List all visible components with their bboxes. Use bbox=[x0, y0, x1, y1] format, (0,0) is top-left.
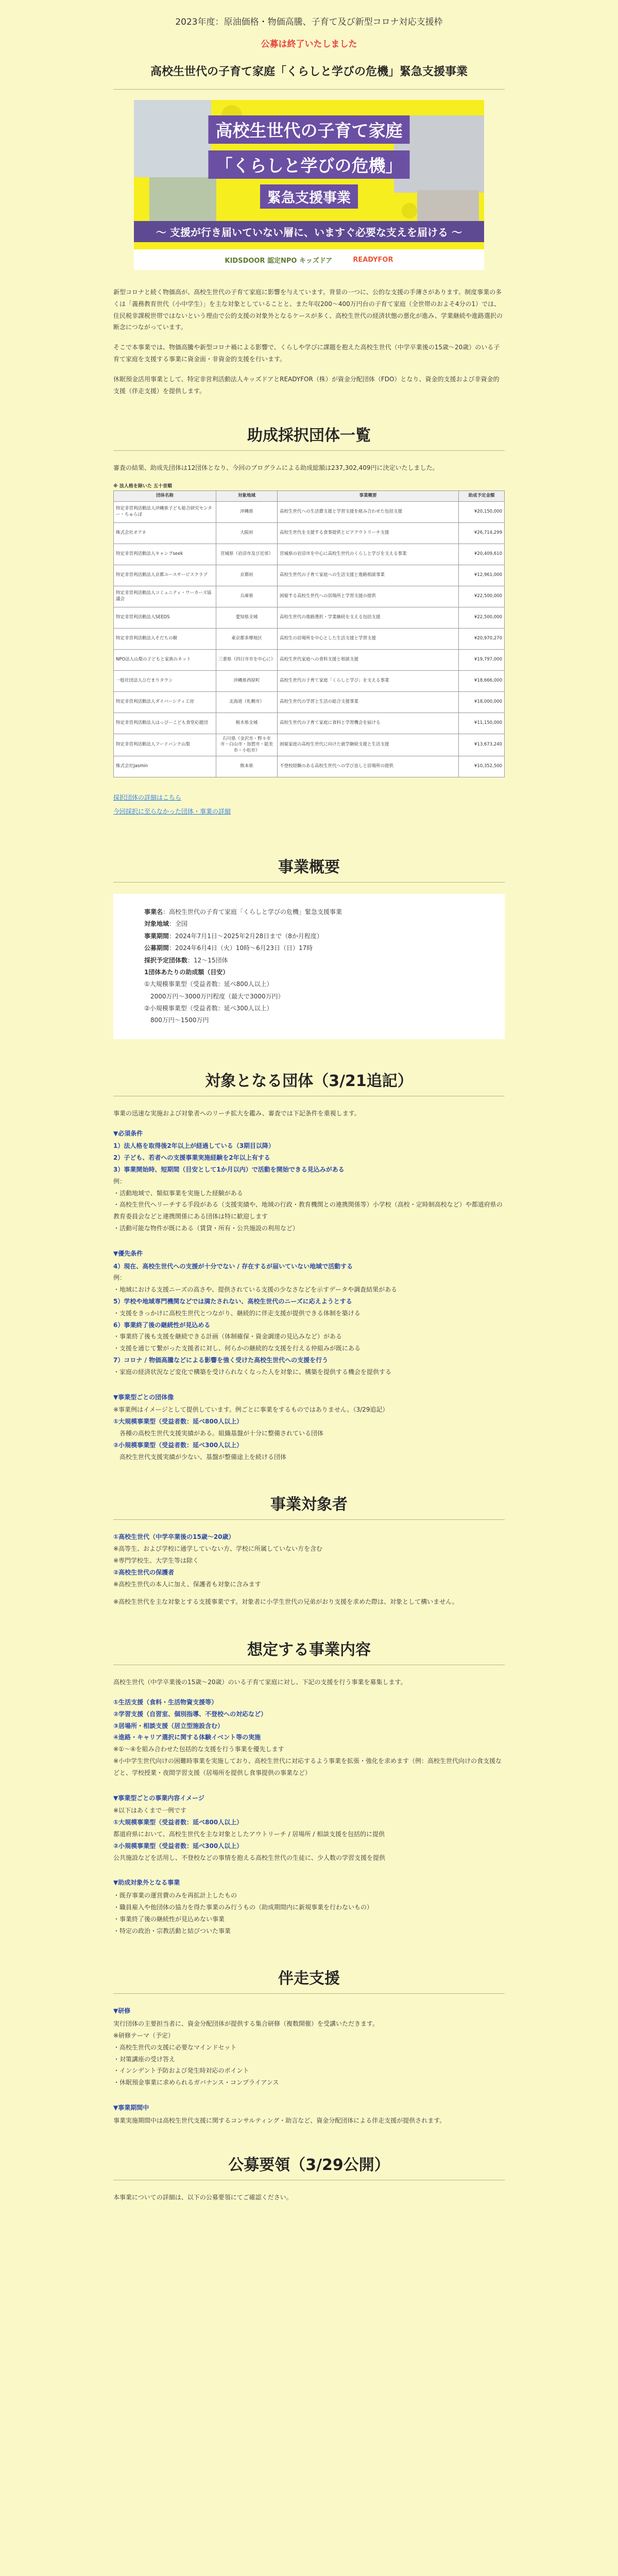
beneficiary-note: ※高等生、および学校に通学していない方、学校に所属していない方を含む bbox=[113, 1545, 323, 1553]
required-note: 例： bbox=[113, 1177, 126, 1185]
summary-cell: 高校生世代の子育て家庭への生活支援と進路相談事業 bbox=[278, 565, 459, 586]
content-item: ③居場所・相談支援（居立型施設含む） bbox=[113, 1722, 224, 1730]
table-header-row bbox=[114, 491, 505, 501]
not-adopted-details-link[interactable]: 今回採択に至らなかった団体・事業の詳細 bbox=[113, 807, 231, 815]
outline-lead: 本事業についての詳細は、以下の公募要領にてご確認ください。 bbox=[113, 2194, 293, 2201]
table-row bbox=[114, 734, 505, 756]
table-row bbox=[114, 649, 505, 670]
divider bbox=[113, 882, 505, 883]
readyfor-logo: READYFOR bbox=[353, 256, 393, 264]
required-note: ・活動可能な物件が既にある（賃貸・所有・公共施設の利用など） bbox=[113, 1225, 299, 1232]
amount-cell: ¥12,961,000 bbox=[459, 565, 505, 586]
section-heading-outline: 公募要領（3/29公開） bbox=[228, 2156, 390, 2175]
table-row bbox=[114, 544, 505, 565]
section-heading-content: 想定する事業内容 bbox=[247, 1641, 371, 1659]
kidsdoor-logo: KIDSDOOR 認定NPO キッズドア bbox=[225, 257, 333, 265]
content-item: ②学習支援（自習室、個別指導、不登校への対応など） bbox=[113, 1710, 267, 1718]
column-header: 団体名称 bbox=[114, 491, 216, 501]
group-name-cell: 特定非営利活動法人沖縄県子ども総合研究センター・ちゅらぼ bbox=[114, 501, 216, 522]
region-cell: 東京都多摩地区 bbox=[216, 628, 278, 649]
region-cell: 愛知県全域 bbox=[216, 607, 278, 628]
intro-paragraph: 新型コロナと続く物価高が、高校生世代の子育て家庭に影響を与えています。背景の一つに、公的な支援の手薄さがあります。制度事業の多くは「義務教育世代（小中学生）」を主な対象としていることと、また年収200〜400万円台の子育て家庭（全世帯のおよそ4分の1）では、住民税非課税世帯ではないという理由で公的支援の対象外となるケースが多く、高校生世代の経済状態の悪化が進み、学業継続や進路選択の断念につながっています。 bbox=[113, 289, 503, 331]
beneficiary-footnote: ※高校生世代を主な対象とする支援事業です。対象者に小学生世代の兄弟がおり支援を求めた際は、対象として構いません。 bbox=[113, 1598, 458, 1606]
summary-cell: 高校生の居場所を中心とした生活支援と学習支援 bbox=[278, 628, 459, 649]
amount-cell: ¥26,714,299 bbox=[459, 522, 505, 544]
type-description: 高校生世代支援実績が少ない、基盤が整備途上を続ける団体 bbox=[113, 1453, 287, 1461]
overview-value: 12〜15団体 bbox=[194, 956, 228, 964]
group-name-cell: 株式会社オアネ bbox=[114, 522, 216, 544]
overview-value: 2024年6月4日（火）10時〜6月23日（日）17時 bbox=[175, 944, 313, 952]
overview-item: 事業期間：2024年7月1日〜2025年2月28日まで（8か月程度） bbox=[144, 932, 323, 940]
section-heading-support: 伴走支援 bbox=[278, 1970, 340, 1988]
decorative-dot bbox=[402, 203, 417, 218]
overview-key: 事業名 bbox=[144, 908, 163, 916]
types-title: ▼事業型ごとの団体像 bbox=[113, 1393, 174, 1401]
region-cell: 石川県（金沢市・野々市市・白山市・加賀市・能美市・小松市） bbox=[216, 734, 278, 756]
banner-tagline: 〜 支援が行き届いていない層に、いますぐ必要な支えを届ける 〜 bbox=[134, 221, 484, 242]
image-item: 都道府県において、高校生世代を主な対象としたアウトリーチ / 居場所 / 相談支援を包括的に提供 bbox=[113, 1830, 385, 1838]
required-note: ・高校生世代へリーチする手段がある（支援実績や、地域の行政・教育機関との連携関係等）小学校（高校・定時制高校など）や都道府県の教育委員会などと連携関係にある団体は特に歓迎します bbox=[113, 1201, 503, 1221]
region-cell: 宮城県（岩沼市及び近郊） bbox=[216, 544, 278, 565]
divider bbox=[113, 1993, 505, 1994]
region-cell: 北海道（札幌市） bbox=[216, 691, 278, 713]
overview-key: 対象地域 bbox=[144, 920, 169, 928]
program-category: 2023年度：原油価格・物価高騰、子育て及び新型コロナ対応支援枠 bbox=[175, 17, 443, 27]
table-row bbox=[114, 628, 505, 649]
overview-item: 対象地域：全国 bbox=[144, 920, 188, 928]
out-of-scope-item: ・既存事業の運営費のみを再拡計上したもの bbox=[113, 1892, 237, 1900]
table-row bbox=[114, 691, 505, 713]
region-cell: 兵庫県 bbox=[216, 586, 278, 607]
priority-title: ▼優先条件 bbox=[113, 1249, 143, 1257]
table-row bbox=[114, 607, 505, 628]
group-name-cell: 特定非営利活動法人SEEDS bbox=[114, 607, 216, 628]
support-text: 実行団体の主要担当者に、資金分配団体が提供する集合研修（複数開催）を受講いただきます。 bbox=[113, 2020, 379, 2028]
region-cell: 沖縄県 bbox=[216, 501, 278, 522]
intro-paragraph: そこで本事業では、物価高騰や新型コロナ禍による影響で、くらしや学びに課題を抱えた高校生世代（中学卒業後の15歳〜20歳）のいる子育て家庭を支援する事業に資金面・非資金的支援を行います。 bbox=[113, 344, 500, 363]
targets-lead: 事業の迅速な実施および対象者へのリーチ拡大を鑑み、審査では下記条件を重視します。 bbox=[113, 1109, 360, 1117]
table-row bbox=[114, 670, 505, 691]
image-title: ▼事業型ごとの事業内容イメージ bbox=[113, 1794, 204, 1802]
group-name-cell: 特定非営利活動法人京都ユースサービスクラブ bbox=[114, 565, 216, 586]
budget-item: 800万円〜1500万円 bbox=[144, 1016, 209, 1024]
summary-cell: 高校生世代を支援する食事提供とピアアウトリーチ支援 bbox=[278, 522, 459, 544]
photo bbox=[134, 100, 211, 177]
amount-cell: ¥20,150,000 bbox=[459, 501, 505, 522]
beneficiary-title: ①高校生世代（中学卒業後の15歳〜20歳） bbox=[113, 1533, 235, 1541]
section-heading-adopted: 助成採択団体一覧 bbox=[247, 427, 371, 445]
region-cell: 沖縄県西原町 bbox=[216, 670, 278, 691]
image-item: ※以下はあくまで一例です bbox=[113, 1807, 187, 1815]
type-title: ①大規模事業型（受益者数：延べ800人以上） bbox=[113, 1418, 243, 1426]
support-item: ・インシデント予防および発生時対応のポイント bbox=[113, 2067, 249, 2075]
closed-notice: 公募は終了いたしました bbox=[261, 39, 357, 49]
out-of-scope-item: ・事業終了後の継続性が見込めない事業 bbox=[113, 1915, 225, 1923]
out-of-scope-item: ・特定の政治・宗教活動と結びついた事業 bbox=[113, 1927, 231, 1935]
table-row bbox=[114, 586, 505, 607]
overview-item: 公募期間：2024年6月4日（火）10時〜6月23日（日）17時 bbox=[144, 944, 313, 952]
group-name-cell: 一般社団法人ひだまりタウン bbox=[114, 670, 216, 691]
table-row bbox=[114, 565, 505, 586]
priority-item: 5）学校や地域専門機関などでは満たされない、高校生世代のニーズに応えようとする bbox=[113, 1298, 352, 1306]
content-section bbox=[113, 1676, 505, 1937]
beneficiary-note: ※高校生世代の本人に加え、保護者も対象に含みます bbox=[113, 1580, 261, 1588]
table-row bbox=[114, 713, 505, 734]
column-header: 事業概要 bbox=[278, 491, 459, 501]
overview-value: 全国 bbox=[175, 920, 188, 928]
banner-logos bbox=[134, 249, 484, 270]
summary-cell: 困窮する高校生世代への居場所と学習支援の提供 bbox=[278, 586, 459, 607]
hero bbox=[0, 0, 618, 90]
priority-note: ・家庭の経済状況など変化で構築を受けられなくなった人を対象に、構築を提供する機会を提供する bbox=[113, 1368, 392, 1376]
group-name-cell: 特定非営利活動法人はっぴーこども食堂応援団 bbox=[114, 713, 216, 734]
amount-cell: ¥22,500,000 bbox=[459, 586, 505, 607]
outline-section bbox=[113, 2192, 505, 2204]
required-title: ▼必須条件 bbox=[113, 1129, 143, 1137]
group-name-cell: 特定非営利活動法人そだちの樹 bbox=[114, 628, 216, 649]
support-item: ・対策講座の受け答え bbox=[113, 2055, 176, 2063]
intro-paragraph: 休眠預金活用事業として、特定非営利活動法人キッズドアとREADYFOR（株）が資金分配団体（FDO）となり、資金的支援および非資金的支援（伴走支援）を提供します。 bbox=[113, 375, 500, 395]
required-item: 1）法人格を取得後2年以上が経過している（3期目以降） bbox=[113, 1142, 275, 1150]
intro bbox=[113, 286, 505, 397]
targets-section bbox=[113, 1108, 505, 1463]
priority-item: 4）現在、高校生世代への支援が十分でない / 存在するが届いていない地域で活動する bbox=[113, 1262, 353, 1270]
region-cell: 京都府 bbox=[216, 565, 278, 586]
required-item: 3）事業開始時、短期間（目安として1か月以内）で活動を開始できる見込みがある bbox=[113, 1166, 345, 1174]
group-name-cell: 特定非営利活動法人フードバンク山梨 bbox=[114, 734, 216, 756]
content-item: ①生活支援（食料・生活物資支援等） bbox=[113, 1698, 218, 1706]
section-heading-targets: 対象となる団体（3/21追記） bbox=[205, 1072, 413, 1090]
type-description: 各種の高校生世代支援実績がある。組織基盤が十分に整備されている団体 bbox=[113, 1430, 324, 1437]
summary-cell: 高校生世代の学習と生活の総合支援事業 bbox=[278, 691, 459, 713]
overview-box bbox=[113, 894, 505, 1039]
banner-title-line1: 高校生世代の子育て家庭 bbox=[209, 115, 410, 144]
priority-note: 例： bbox=[113, 1274, 126, 1282]
table-row bbox=[114, 501, 505, 522]
out-of-scope-item: ・職員雇入や他団体の協力を得た事業のみ行うもの（助成期間内に新規事業を行わないもの） bbox=[113, 1903, 373, 1911]
overview-value: 2024年7月1日〜2025年2月28日まで（8か月程度） bbox=[175, 932, 323, 940]
key-visual-banner bbox=[134, 100, 484, 270]
type-title: ②小規模事業型（受益者数：延べ300人以上） bbox=[113, 1441, 243, 1449]
support-subtitle: ▼研修 bbox=[113, 2007, 131, 2015]
table-row bbox=[114, 756, 505, 777]
beneficiaries-section bbox=[113, 1531, 505, 1608]
required-item: 2）子ども、若者への支援事業実施経験を2年以上有する bbox=[113, 1154, 270, 1162]
group-name-cell: NPO法人山梨の子どもと家族のネット bbox=[114, 649, 216, 670]
support-subtitle: ▼事業期間中 bbox=[113, 2104, 149, 2111]
overview-value: 高校生世代の子育て家庭「くらしと学びの危機」緊急支援事業 bbox=[169, 908, 342, 916]
beneficiary-note: ※専門学校生、大学生等は除く bbox=[113, 1556, 199, 1564]
required-note: ・活動地域で、類似事業を実施した経験がある bbox=[113, 1189, 243, 1197]
image-item: 公共施設などを活用し、不登校などの事情を抱える高校生世代の生徒に、少人数の学習支援を提供 bbox=[113, 1854, 386, 1861]
banner-title-line2: 「くらしと学びの危機」 bbox=[209, 150, 410, 179]
support-section bbox=[113, 2005, 505, 2126]
content-lead: 高校生世代（中学卒業後の15歳〜20歳）のいる子育て家庭に対し、下記の支援を行う事業を募集します。 bbox=[113, 1679, 407, 1686]
divider bbox=[113, 89, 505, 90]
overview-item: 採択予定団体数：12〜15団体 bbox=[144, 956, 228, 964]
priority-note: ・支援を通じて繋がった支援者に対し、何らかの継続的な支援を行える仲組みが既にある bbox=[113, 1345, 361, 1352]
priority-note: ・支援をきっかけに高校生世代とつながり、継続的に伴走支援が提供できる体制を築ける bbox=[113, 1309, 360, 1317]
adopted-links bbox=[113, 791, 505, 818]
group-name-cell: 株式会社Jasmin bbox=[114, 756, 216, 777]
budget-item: 2000万円〜3000万円程度（最大で3000万円） bbox=[144, 992, 284, 1000]
summary-cell: 高校生世代への生活費支援と学習支援を組み合わせた包括支援 bbox=[278, 501, 459, 522]
priority-item: 6）事業終了後の継続性が見込める bbox=[113, 1321, 211, 1329]
summary-cell: 不登校経験のある高校生世代への学び直しと居場所の提供 bbox=[278, 756, 459, 777]
support-item: ・高校生世代の支援に必要なマインドセット bbox=[113, 2043, 237, 2051]
summary-cell: 宮城県の岩沼市を中心に高校生世代のくらしと学びを支える事業 bbox=[278, 544, 459, 565]
overview-key: 事業期間 bbox=[144, 932, 169, 940]
region-cell: 三重県（四日市市を中心に） bbox=[216, 649, 278, 670]
amount-cell: ¥18,000,000 bbox=[459, 691, 505, 713]
group-name-cell: 特定非営利活動法人コミュニティ・ワーカーズ協議会 bbox=[114, 586, 216, 607]
overview-key: 採択予定団体数 bbox=[144, 956, 188, 964]
table-caption: ※ 法人格を除いた 五十音順 bbox=[113, 484, 173, 489]
adopted-details-link[interactable]: 採択団体の詳細はこちら bbox=[113, 794, 182, 802]
summary-cell: 困窮家庭の高校生世代に向けた就学継続支援と生活支援 bbox=[278, 734, 459, 756]
content-note: ※①〜④を組み合わせた包括的な支援を行う事業を優先します bbox=[113, 1745, 284, 1753]
adopted-summary bbox=[113, 462, 505, 474]
priority-note: ・地域における支援ニーズの高さや、提供されている支援の少なさなどを示すデータや調査結果がある bbox=[113, 1286, 398, 1294]
divider bbox=[113, 1519, 505, 1520]
amount-cell: ¥19,797,000 bbox=[459, 649, 505, 670]
divider bbox=[113, 450, 505, 451]
content-item: ④進路・キャリア選択に関する体験イベント等の実施 bbox=[113, 1734, 261, 1741]
budget-title: 1団体あたりの助成額（目安） bbox=[144, 968, 229, 976]
support-item: ※研修テーマ（予定） bbox=[113, 2031, 175, 2039]
group-name-cell: 特定非営利活動法人ダイバーシティ工房 bbox=[114, 691, 216, 713]
summary-cell: 高校生世代の子育て家庭「くらしと学び」を支える事業 bbox=[278, 670, 459, 691]
region-cell: 大阪府 bbox=[216, 522, 278, 544]
photo bbox=[149, 177, 216, 224]
section-heading-beneficiaries: 事業対象者 bbox=[270, 1496, 348, 1514]
page-title: 高校生世代の子育て家庭「くらしと学びの危機」緊急支援事業 bbox=[150, 65, 468, 78]
column-header: 対象地域 bbox=[216, 491, 278, 501]
support-text: 事業実施期間中は高校生世代支援に関するコンサルティング・助言など、資金分配団体による伴走支援が提供されます。 bbox=[113, 2116, 446, 2124]
table-row bbox=[114, 522, 505, 544]
support-item: ・休眠預金事業に求められるガバナンス・コンプライアンス bbox=[113, 2079, 279, 2087]
adopted-summary-text: 審査の結果、助成先団体は12団体となり、今回のプログラムによる助成総額は237,302,409円に決定いたしました。 bbox=[113, 464, 439, 472]
group-name-cell: 特定非営利活動法人キャンプseek bbox=[114, 544, 216, 565]
column-header: 助成予定金額 bbox=[459, 491, 505, 501]
region-cell: 栃木県全域 bbox=[216, 713, 278, 734]
summary-cell: 高校生世代の進路選択・学業継続を支える包括支援 bbox=[278, 607, 459, 628]
section-heading-overview: 事業概要 bbox=[278, 858, 340, 876]
overview-item: 事業名：高校生世代の子育て家庭「くらしと学びの危機」緊急支援事業 bbox=[144, 908, 342, 916]
amount-cell: ¥20,970,270 bbox=[459, 628, 505, 649]
region-cell: 熊本県 bbox=[216, 756, 278, 777]
amount-cell: ¥10,352,500 bbox=[459, 756, 505, 777]
priority-note: ・事業終了後も支援を継続できる計画（体制確保・資金調達の見込みなど）がある bbox=[113, 1333, 342, 1341]
summary-cell: 高校生世代の子育て家庭に食料と学習機会を届ける bbox=[278, 713, 459, 734]
amount-cell: ¥13,673,240 bbox=[459, 734, 505, 756]
summary-cell: 高校生世代家庭への食料支援と相談支援 bbox=[278, 649, 459, 670]
amount-cell: ¥22,500,000 bbox=[459, 607, 505, 628]
amount-cell: ¥18,666,000 bbox=[459, 670, 505, 691]
adopted-groups-table bbox=[113, 482, 505, 777]
overview-key: 公募期間 bbox=[144, 944, 169, 952]
image-item: ①大規模事業型（受益者数：延べ800人以上） bbox=[113, 1819, 243, 1826]
image-item: ②小規模事業型（受益者数：延べ300人以上） bbox=[113, 1842, 243, 1850]
amount-cell: ¥20,409,610 bbox=[459, 544, 505, 565]
banner-title-line3: 緊急支援事業 bbox=[260, 184, 358, 209]
out-of-scope-title: ▼助成対象外となる事業 bbox=[113, 1879, 180, 1887]
beneficiary-title: ②高校生世代の保護者 bbox=[113, 1568, 175, 1576]
amount-cell: ¥11,150,000 bbox=[459, 713, 505, 734]
content-note: ※小中学生世代向けの困難時事業を実施しており、高校生世代に対応するよう事業を拡張・強化を求めます（例：高校生世代向けの食支援などと、学校授業・夜間学習支援（居場所を提供し食事提供の事業など） bbox=[113, 1757, 502, 1776]
types-note: ※事業例はイメージとして提供しています。例ごとに事業をするものではありません。（3/29追記） bbox=[113, 1406, 389, 1414]
budget-item: ②小規模事業型（受益者数：延べ300人以上） bbox=[144, 1005, 273, 1012]
budget-item: ①大規模事業型（受益者数：延べ800人以上） bbox=[144, 980, 273, 988]
priority-item: 7）コロナ / 物価高騰などによる影響を強く受けた高校生世代への支援を行う bbox=[113, 1357, 329, 1364]
